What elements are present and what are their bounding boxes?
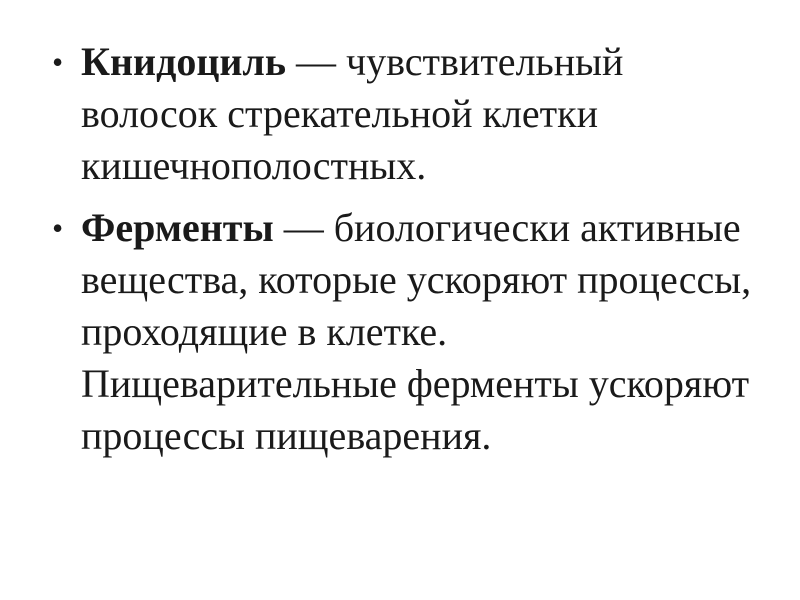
definition-text: биологически активные вещества, которые ускоряют процессы, проходящие в клетке. Пищеварительные ферменты ускоряют процессы пищеварения. [81,205,752,458]
bullet-icon: • [52,44,64,80]
term-separator: — [286,39,347,84]
term-separator: — [273,205,334,250]
bullet-icon: • [52,210,64,246]
term-label: Книдоциль [81,39,287,84]
term-label: Ферменты [81,205,274,250]
definition-text: чувствительный волосок стрекательной клетки кишечнополостных. [81,39,624,188]
bullet-list [52,36,752,472]
list-item-knidocil [52,36,752,192]
list-item-fermenty [52,202,752,462]
